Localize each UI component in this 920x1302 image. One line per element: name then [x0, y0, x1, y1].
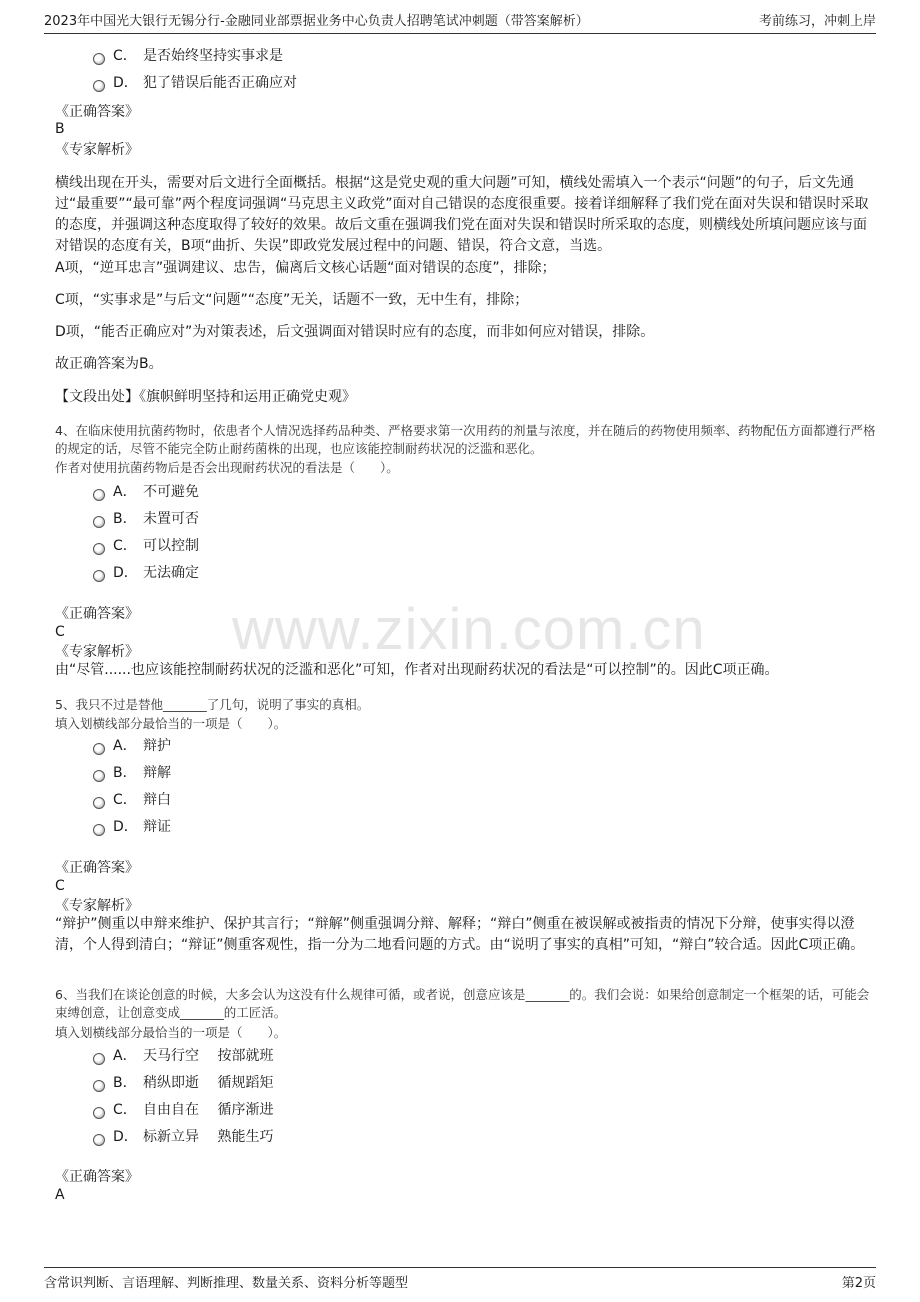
- q5-question: 填入划横线部分最恰当的一项是（ ）。: [55, 716, 287, 731]
- q6-answer-label: 《正确答案》: [55, 1169, 139, 1185]
- q4-analysis: 由“尽管......也应该能控制耐药状况的泛滥和恶化”可知，作者对出现耐药状况的看法是“可以控制”的。因此C项正确。: [55, 662, 779, 678]
- q5-option-d[interactable]: D． 辩证: [93, 817, 171, 837]
- q3-option-c[interactable]: C． 是否始终坚持实事求是: [93, 46, 283, 66]
- header-slogan: 考前练习，冲刺上岸: [758, 14, 876, 29]
- q3-analysis-option-a: A项，“逆耳忠言”强调建议、忠告，偏离后文核心话题“面对错误的态度”，排除；: [55, 260, 556, 276]
- footer-topics: 含常识判断、言语理解、判断推理、数量关系、资料分析等题型: [44, 1276, 409, 1291]
- q6-option-c[interactable]: C． 自由自在 循序渐进: [93, 1100, 273, 1120]
- radio-icon[interactable]: [93, 1107, 105, 1119]
- q3-analysis-option-d: D项，“能否正确应对”为对策表述，后文强调面对错误时应有的态度，而非如何应对错误，排除。: [55, 324, 655, 340]
- q5-analysis-label: 《专家解析》: [55, 898, 139, 914]
- page-footer: [44, 1272, 876, 1292]
- page-number: 第2页: [841, 1276, 876, 1291]
- q6-question: 填入划横线部分最恰当的一项是（ ）。: [55, 1025, 287, 1040]
- q4-analysis-label: 《专家解析》: [55, 644, 139, 660]
- q5-stem: 5、我只不过是替他_______了几句，说明了事实的真相。: [55, 697, 370, 712]
- radio-icon[interactable]: [93, 543, 105, 555]
- q5-analysis: “辩护”侧重以申辩来维护、保护其言行；“辩解”侧重强调分辩、解释；“辩白”侧重在被误解或被指责的情况下分辩，使事实得以澄清，个人得到清白；“辩证”侧重客观性，指一分为二地看问题的方式。由“说明了事实的真相”可知，“辩白”较合适。因此C项正确。: [55, 916, 865, 953]
- q4-question: 作者对使用抗菌药物后是否会出现耐药状况的看法是（ ）。: [55, 460, 399, 475]
- radio-icon[interactable]: [93, 53, 105, 65]
- q3-option-d[interactable]: D． 犯了错误后能否正确应对: [93, 73, 297, 93]
- q3-analysis-option-c: C项，“实事求是”与后文“问题”“态度”无关，话题不一致，无中生有，排除；: [55, 292, 529, 308]
- q4-option-b[interactable]: B． 未置可否: [93, 509, 199, 529]
- footer-divider: [44, 1267, 876, 1268]
- q4-answer-label: 《正确答案》: [55, 606, 139, 622]
- document-title: 2023年中国光大银行无锡分行-金融同业部票据业务中心负责人招聘笔试冲刺题（带答案解析）: [44, 14, 589, 29]
- q3-conclusion: 故正确答案为B。: [55, 356, 163, 372]
- watermark: www.zixin.com.cn: [232, 597, 706, 662]
- radio-icon[interactable]: [93, 570, 105, 582]
- q6-option-b[interactable]: B． 稍纵即逝 循规蹈矩: [93, 1073, 273, 1093]
- q5-answer: C: [55, 878, 65, 894]
- page-header: [44, 10, 876, 30]
- radio-icon[interactable]: [93, 797, 105, 809]
- q6-answer: A: [55, 1187, 65, 1203]
- radio-icon[interactable]: [93, 489, 105, 501]
- q3-analysis-paragraph: 横线出现在开头，需要对后文进行全面概括。根据“这是党史观的重大问题”可知，横线处需填入一个表示“问题”的句子，后文先通过“最重要”“最可靠”两个程度词强调“马克思主义政党”面对自己错误的态度很重要。接着详细解释了我们党在面对失误和错误时采取的态度，并强调这种态度取得了较好的效果。故后文重在强调我们党在面对失误和错误时所采取的态度，则横线处所填问题应该与面对错误的态度有关，B项“曲折、失误”即政党发展过程中的问题、错误，符合文意，当选。: [55, 175, 869, 254]
- q3-answer-label: 《正确答案》: [55, 104, 139, 120]
- q4-option-c[interactable]: C． 可以控制: [93, 536, 199, 556]
- q3-analysis-label: 《专家解析》: [55, 142, 139, 158]
- radio-icon[interactable]: [93, 824, 105, 836]
- radio-icon[interactable]: [93, 1080, 105, 1092]
- q5-answer-label: 《正确答案》: [55, 860, 139, 876]
- header-divider: [44, 33, 876, 34]
- q6-stem: 6、当我们在谈论创意的时候，大多会认为这没有什么规律可循，或者说，创意应该是_______的。我们会说：如果给创意制定一个框架的话，可能会束缚创意，让创意变成_______的工匠活。: [55, 987, 870, 1020]
- q6-option-a[interactable]: A． 天马行空 按部就班: [93, 1046, 273, 1066]
- q3-answer: B: [55, 121, 65, 137]
- q3-source: 【文段出处】《旗帜鲜明坚持和运用正确党史观》: [55, 389, 356, 405]
- q4-option-d[interactable]: D． 无法确定: [93, 563, 199, 583]
- q6-option-d[interactable]: D． 标新立异 熟能生巧: [93, 1127, 273, 1147]
- radio-icon[interactable]: [93, 770, 105, 782]
- radio-icon[interactable]: [93, 516, 105, 528]
- q5-option-c[interactable]: C． 辩白: [93, 790, 171, 810]
- radio-icon[interactable]: [93, 80, 105, 92]
- q5-option-a[interactable]: A． 辩护: [93, 736, 171, 756]
- q4-answer: C: [55, 624, 65, 640]
- radio-icon[interactable]: [93, 743, 105, 755]
- q4-stem: 4、在临床使用抗菌药物时，依患者个人情况选择药品种类、严格要求第一次用药的剂量与浓度，并在随后的药物使用频率、药物配伍方面都遵行严格的规定的话，尽管不能完全防止耐药菌株的出现，也应该能控制耐药状况的泛滥和恶化。: [55, 423, 876, 456]
- radio-icon[interactable]: [93, 1134, 105, 1146]
- radio-icon[interactable]: [93, 1053, 105, 1065]
- q4-option-a[interactable]: A． 不可避免: [93, 482, 199, 502]
- q5-option-b[interactable]: B． 辩解: [93, 763, 171, 783]
